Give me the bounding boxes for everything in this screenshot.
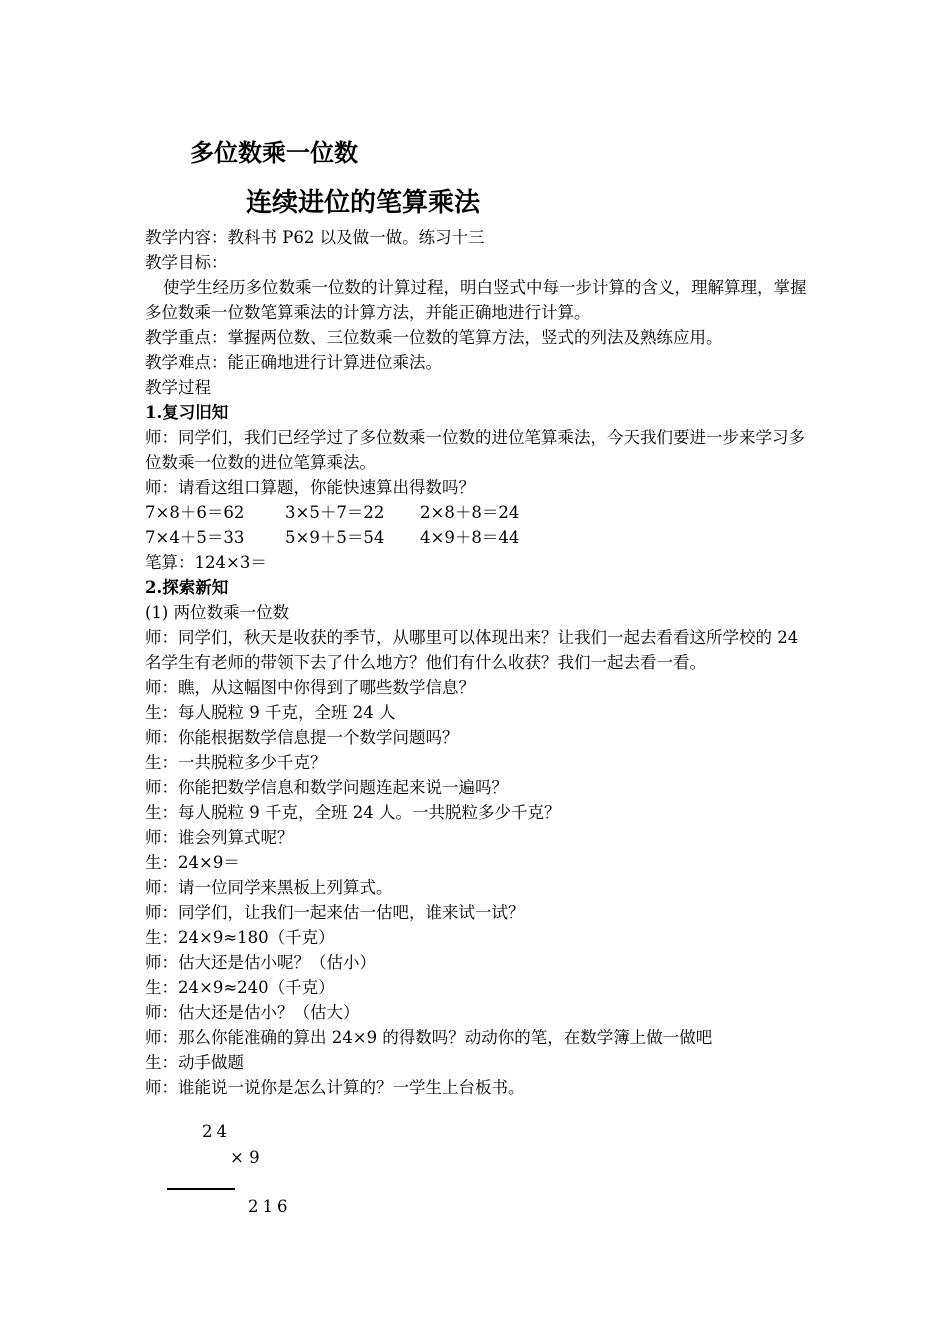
oral-calc-item: 5×9＋5＝54 — [285, 528, 385, 547]
teaching-content: 教学内容：教科书 P62 以及做一做。练习十三 — [145, 228, 485, 247]
oral-calc-row — [145, 525, 810, 550]
teaching-process-label: 教学过程 — [145, 378, 211, 397]
paragraph: 师：那么你能准确的算出 24×9 的得数吗？动动你的笔，在数学簿上做一做吧 — [145, 1028, 713, 1047]
paragraph: 师：估大还是估小？（估大） — [145, 1003, 360, 1022]
document-title: 多位数乘一位数 — [190, 139, 358, 167]
oral-calc-item: 7×4＋5＝33 — [145, 528, 245, 547]
section-heading-explore: 2.探索新知 — [145, 578, 229, 597]
paragraph: 生：动手做题 — [145, 1053, 244, 1072]
vertical-divider-line — [167, 1188, 235, 1190]
paragraph: 师：同学们，我们已经学过了多位数乘一位数的进位笔算乘法，今天我们要进一步来学习多位数乘一位数的进位笔算乘法。 — [145, 428, 805, 472]
oral-calc-item: 2×8＋8＝24 — [420, 503, 520, 522]
paragraph: 师：同学们，秋天是收获的季节，从哪里可以体现出来？让我们一起去看看这所学校的 24 名学生有老师的带领下去了什么地方？他们有什么收获？我们一起去看一看。 — [145, 628, 799, 672]
vertical-result: 216 — [248, 1197, 292, 1216]
paragraph: (1) 两位数乘一位数 — [145, 603, 290, 622]
document-body — [145, 225, 810, 1100]
paragraph: 师：同学们，让我们一起来估一估吧，谁来试一试？ — [145, 903, 525, 922]
paragraph: 生：24×9≈240（千克） — [145, 978, 335, 997]
teaching-objective-label: 教学目标： — [145, 253, 228, 272]
oral-calc-item: 4×9＋8＝44 — [420, 528, 520, 547]
teaching-objective: 使学生经历多位数乘一位数的计算过程，明白竖式中每一步计算的含义，理解算理，掌握多位数乘一位数笔算乘法的计算方法，并能正确地进行计算。 — [145, 278, 807, 322]
teaching-difficulty: 教学难点：能正确地进行计算进位乘法。 — [145, 353, 442, 372]
paragraph: 师：谁会列算式呢？ — [145, 828, 294, 847]
paragraph: 生：24×9＝ — [145, 853, 240, 872]
paragraph: 生：每人脱粒 9 千克，全班 24 人 — [145, 703, 396, 722]
paragraph: 师：你能根据数学信息提一个数学问题吗？ — [145, 728, 459, 747]
teaching-focus: 教学重点：掌握两位数、三位数乘一位数的笔算方法，竖式的列法及熟练应用。 — [145, 328, 723, 347]
paragraph: 生：一共脱粒多少千克？ — [145, 753, 327, 772]
paragraph: 生：每人脱粒 9 千克，全班 24 人。一共脱粒多少千克？ — [145, 803, 561, 822]
section-heading-review: 1.复习旧知 — [145, 403, 229, 422]
document-subtitle: 连续进位的笔算乘法 — [246, 188, 481, 218]
vertical-multiplier: × 9 — [230, 1148, 260, 1167]
oral-calc-item: 3×5＋7＝22 — [285, 503, 385, 522]
paragraph: 师：估大还是估小呢？（估小） — [145, 953, 376, 972]
paragraph: 生：24×9≈180（千克） — [145, 928, 335, 947]
paragraph: 师：谁能说一说你是怎么计算的？一学生上台板书。 — [145, 1078, 525, 1097]
paragraph: 师：请一位同学来黑板上列算式。 — [145, 878, 393, 897]
paragraph: 师：你能把数学信息和数学问题连起来说一遍吗？ — [145, 778, 508, 797]
written-calc: 笔算：124×3＝ — [145, 553, 267, 572]
paragraph: 师：请看这组口算题，你能快速算出得数吗？ — [145, 478, 475, 497]
oral-calc-item: 7×8＋6＝62 — [145, 503, 245, 522]
vertical-multiplication — [145, 1120, 445, 1230]
oral-calc-row — [145, 500, 810, 525]
paragraph: 师：瞧，从这幅图中你得到了哪些数学信息？ — [145, 678, 475, 697]
vertical-multiplicand: 24 — [202, 1122, 231, 1141]
